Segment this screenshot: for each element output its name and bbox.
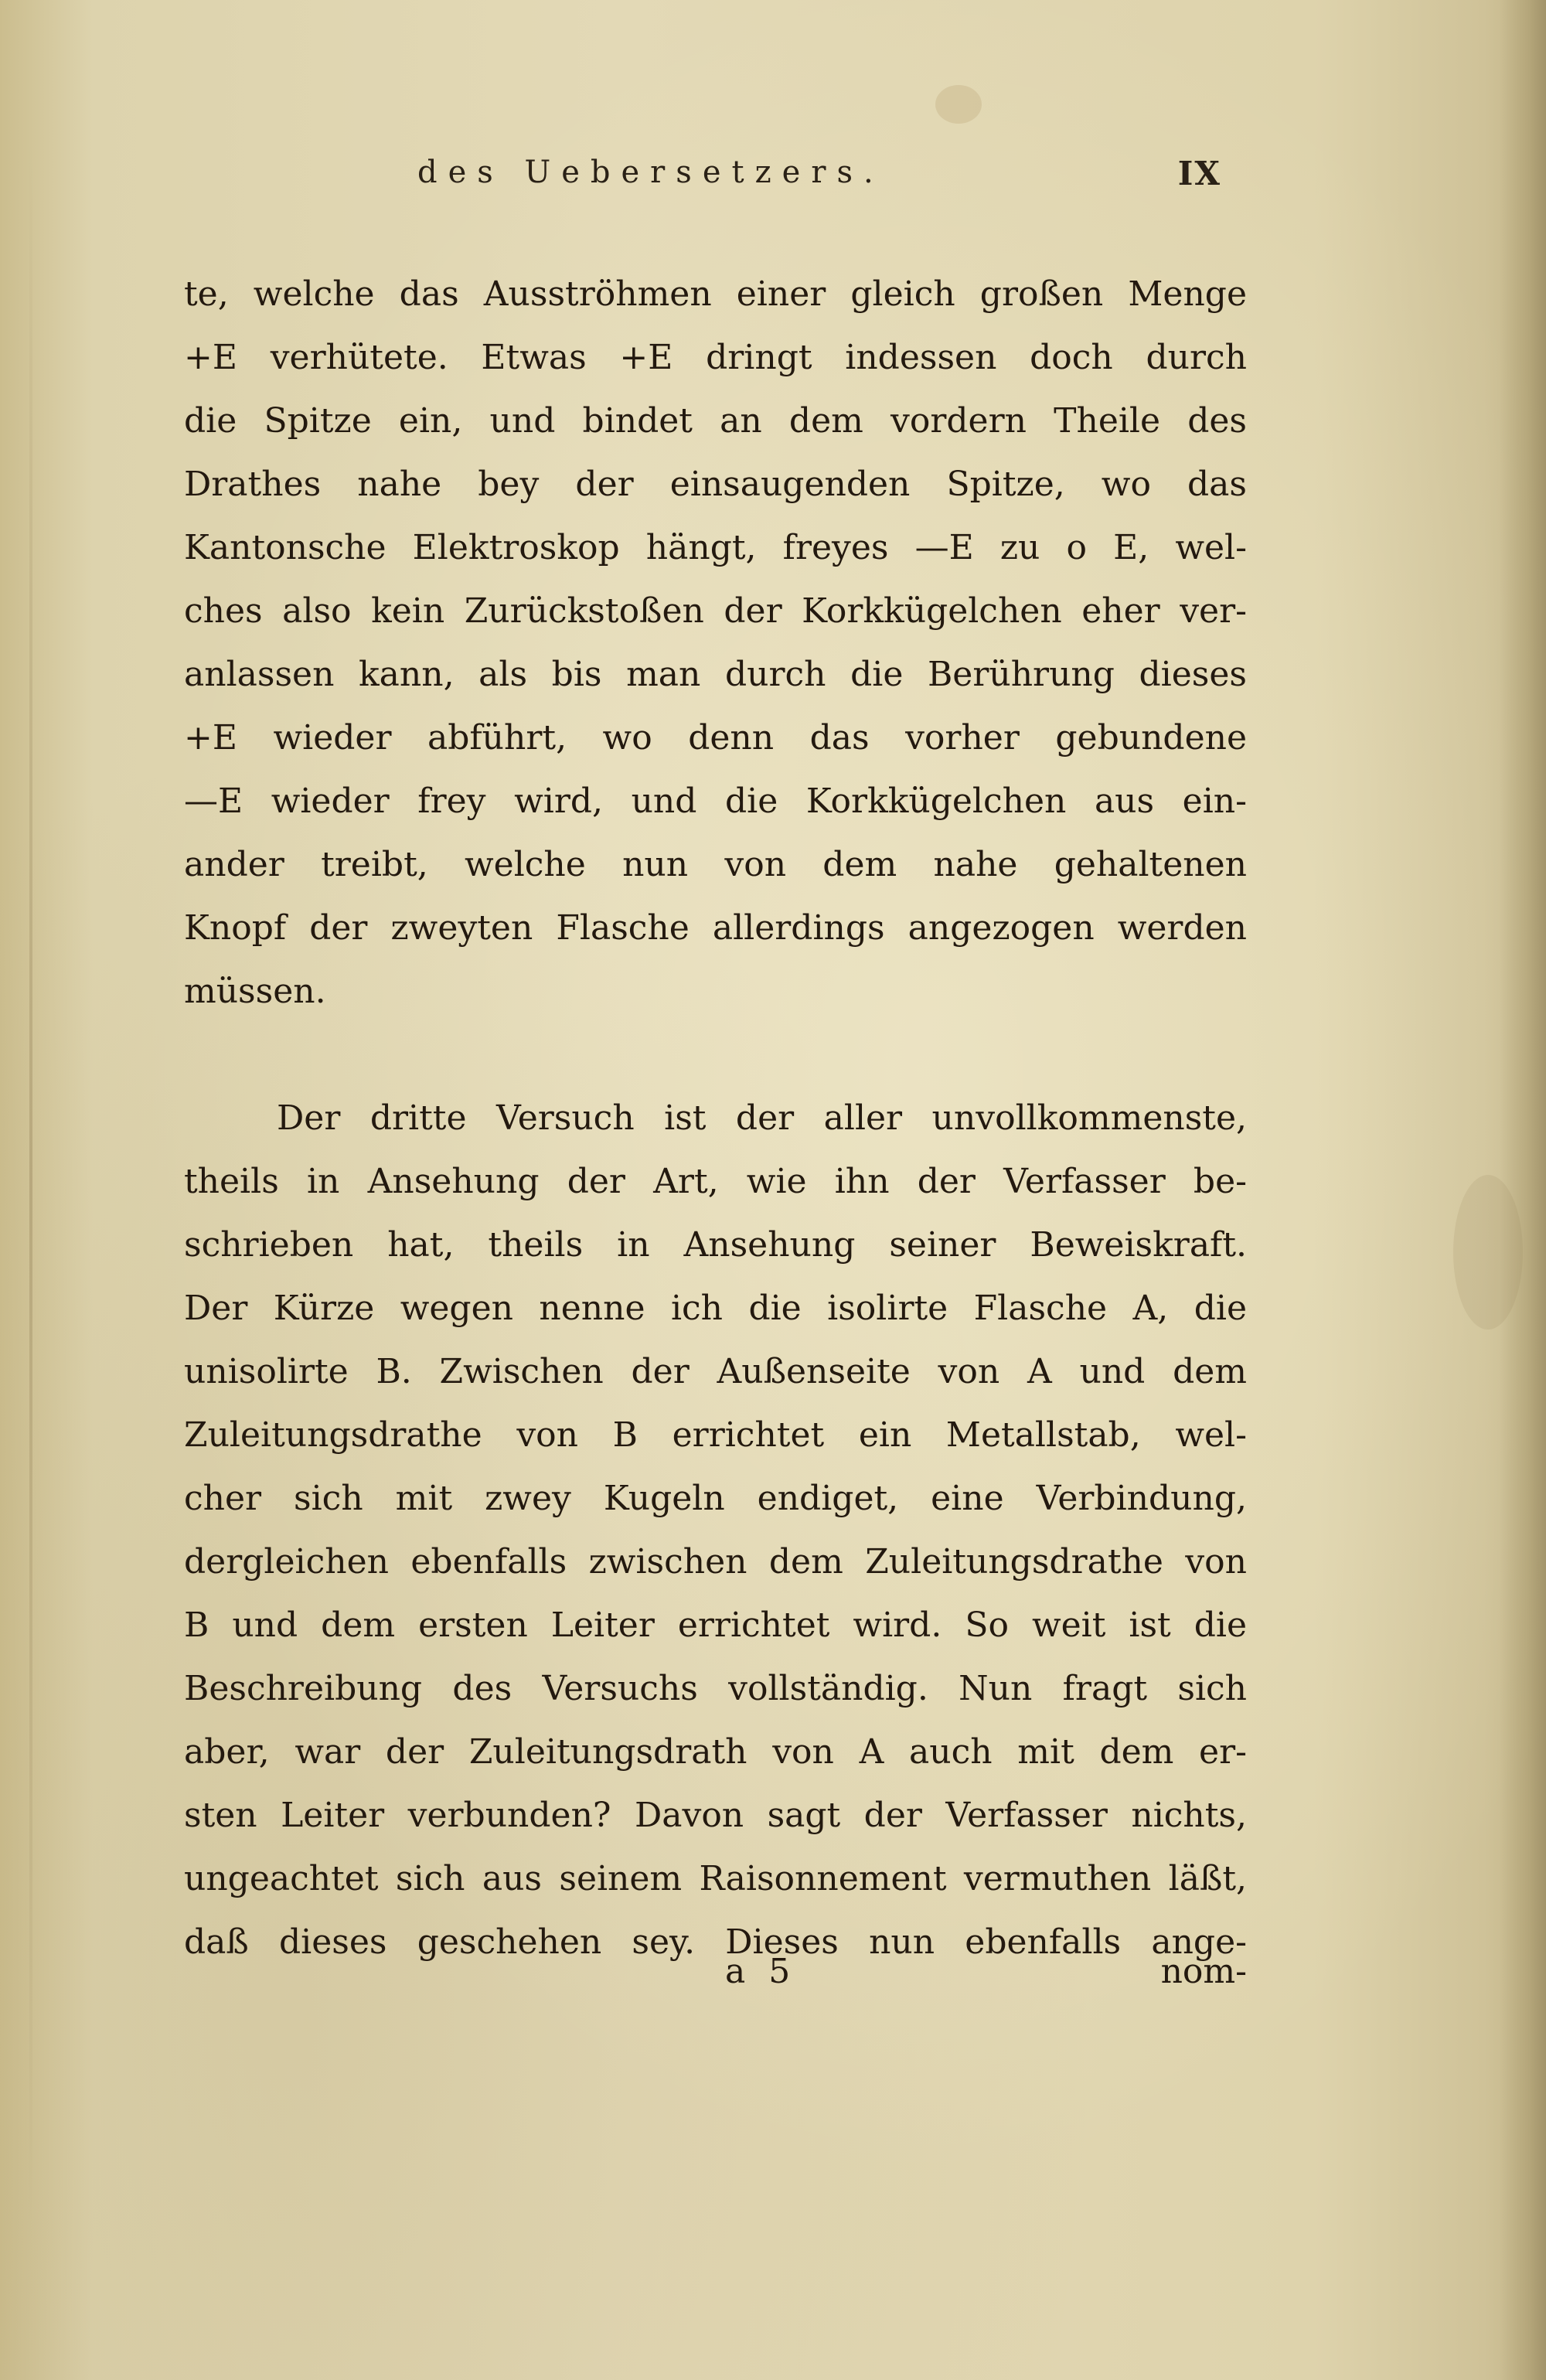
text-line: ungeachtet sich aus seinem Raisonnement vermuthen läßt, (184, 1859, 1247, 1898)
text-line: Drathes nahe bey der einsaugenden Spitze, wo das (184, 465, 1247, 504)
text-line: Der Kürze wegen nenne ich die isolirte Flasche A, die (184, 1289, 1247, 1328)
page-footer (184, 1952, 1247, 2006)
paper-stain (1453, 1175, 1523, 1330)
text-line: müssen. (184, 972, 326, 1011)
page-number: IX (1177, 155, 1221, 192)
text-line: Zuleitungsdrathe von B errichtet ein Metallstab, wel- (184, 1415, 1247, 1455)
text-line: dergleichen ebenfalls zwischen dem Zuleitungsdrathe von (184, 1542, 1247, 1582)
text-line: te, welche das Ausströhmen einer gleich großen Menge (184, 274, 1247, 314)
page-fold-line (29, 139, 32, 2226)
paper-stain (935, 85, 982, 124)
text-line: +E verhütete. Etwas +E dringt indessen doch durch (184, 338, 1247, 377)
text-line: die Spitze ein, und bindet an dem vordern Theile des (184, 401, 1247, 441)
text-line: daß dieses geschehen sey. Dieses nun ebenfalls ange- (184, 1922, 1247, 1962)
text-line: ander treibt, welche nun von dem nahe gehaltenen (184, 845, 1247, 884)
text-line: ches also kein Zurückstoßen der Korkkügelchen eher ver- (184, 591, 1247, 631)
text-line: theils in Ansehung der Art, wie ihn der Verfasser be- (184, 1162, 1247, 1201)
text-line: unisolirte B. Zwischen der Außenseite von A und dem (184, 1352, 1247, 1391)
paragraph (184, 263, 1247, 1023)
text-line: Der dritte Versuch ist der aller unvollkommenste, (277, 1098, 1247, 1138)
text-line: schrieben hat, theils in Ansehung seiner Beweiskraft. (184, 1225, 1247, 1265)
text-line: sten Leiter verbunden? Davon sagt der Verfasser nichts, (184, 1796, 1247, 1835)
text-line: +E wieder abführt, wo denn das vorher gebundene (184, 718, 1247, 758)
text-line: —E wieder frey wird, und die Korkkügelchen aus ein- (184, 781, 1247, 821)
text-line: anlassen kann, als bis man durch die Berührung dieses (184, 655, 1247, 694)
text-line: Knopf der zweyten Flasche allerdings angezogen werden (184, 908, 1247, 948)
body-text (184, 263, 1247, 1974)
running-head: des Uebersetzers. (417, 155, 884, 190)
page-header (417, 155, 1221, 201)
signature-mark: a 5 (725, 1952, 797, 1991)
catchword: nom- (1160, 1952, 1247, 1991)
text-line: Beschreibung des Versuchs vollständig. Nun fragt sich (184, 1669, 1247, 1708)
text-line: cher sich mit zwey Kugeln endiget, eine Verbindung, (184, 1479, 1247, 1518)
text-line: aber, war der Zuleitungsdrath von A auch mit dem er- (184, 1732, 1247, 1772)
text-line: B und dem ersten Leiter errichtet wird. So weit ist die (184, 1605, 1247, 1645)
text-line: Kantonsche Elektroskop hängt, freyes —E zu o E, wel- (184, 528, 1247, 567)
paragraph-gap (184, 1023, 1247, 1087)
paragraph (184, 1087, 1247, 1974)
